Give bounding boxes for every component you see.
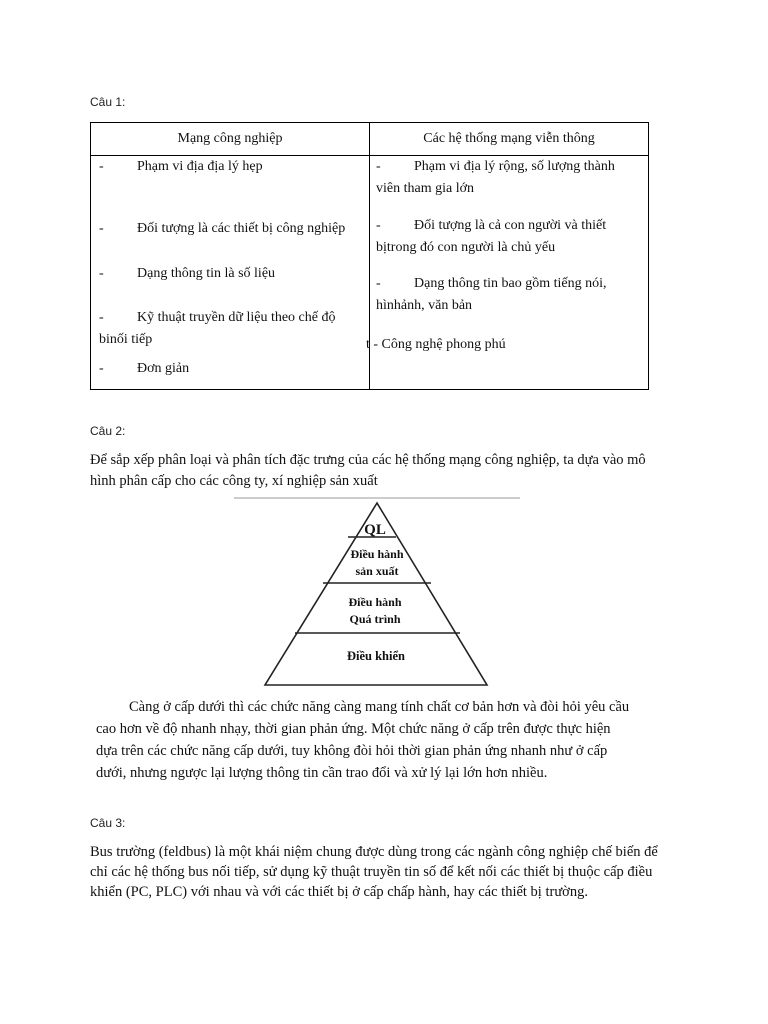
list-item-continuation: bịtrong đó con người là chủ yếu xyxy=(376,240,556,255)
list-item-continuation: binối tiếp xyxy=(99,332,153,347)
list-item: - Kỹ thuật truyền dữ liệu theo chế độ binối tiếp xyxy=(99,310,336,347)
list-item-text: Đối tượng là cả con người và thiết xyxy=(414,218,607,233)
list-item-text: Phạm vi địa địa lý hẹp xyxy=(137,159,263,174)
hierarchy-pyramid xyxy=(234,497,520,687)
list-item-continuation: hìnhảnh, văn bản xyxy=(376,298,473,313)
list-item-text: Phạm vi địa lý rộng, số lượng thành xyxy=(414,159,615,174)
list-item: - Đối tượng là các thiết bị công nghiệp xyxy=(99,221,346,236)
list-item-continuation: viên tham gia lớn xyxy=(376,181,474,196)
pyramid-level-ql: QL xyxy=(364,522,386,538)
list-item: - Đối tượng là cả con người và thiết bịtrong đó con người là chủ yếu xyxy=(376,218,607,255)
pyramid-level-control: Điều khiển xyxy=(346,649,406,663)
list-item: - Đơn giản xyxy=(99,361,190,376)
cau3-text: Bus trường (feldbus) là một khái niệm chung được dùng trong các ngành công nghiệp chế biến để chỉ các hệ thống bus nối tiếp, sử dụng kỹ thuật truyền tin số để kết nối các thiết bị thuộc cấp điều khiển (PC, PLC) với nhau và với các thiết bị ở cấp chấp hành, hay các thiết bị trường. xyxy=(90,844,658,900)
list-item-text: Đối tượng là các thiết bị công nghiệp xyxy=(137,221,346,236)
list-item xyxy=(366,334,644,356)
comparison-table xyxy=(90,122,649,390)
list-item: - Phạm vi địa lý rộng, số lượng thành viên tham gia lớn xyxy=(376,159,615,196)
list-item: - Phạm vi địa địa lý hẹp xyxy=(99,159,263,174)
cau2-intro: Để sắp xếp phân loại và phân tích đặc trưng của các hệ thống mạng công nghiệp, ta dựa vào mô hình phân cấp cho các công ty, xí nghiệp sản xuất xyxy=(90,452,646,489)
table-cell-industrial xyxy=(91,156,370,390)
list-item-prefix: t xyxy=(366,337,370,352)
cau2-heading: Câu 2: xyxy=(90,424,126,438)
table-header-industrial: Mạng công nghiệp xyxy=(91,123,370,156)
pyramid-diagram xyxy=(234,497,520,687)
pyramid-level-process-line1: Điều hành xyxy=(348,595,402,609)
list-item: - Dạng thông tin là số liệu xyxy=(99,266,276,281)
list-item-text: - Công nghệ phong phú xyxy=(373,337,506,352)
cau2-explanation: Càng ở cấp dưới thì các chức năng càng mang tính chất cơ bản hơn và đòi hỏi yêu cầu cao hơn về độ nhanh nhạy, thời gian phản ứng. Một chức năng ở cấp trên được thực hiện dựa trên các chức năng cấp dưới, tuy không đòi hỏi thời gian phản ứng nhanh như ở cấp dưới, nhưng ngược lại lượng thông tin cần trao đổi và xử lý lại lớn hơn nhiều. xyxy=(96,699,630,781)
pyramid-level-production-line1: Điều hành xyxy=(350,547,404,561)
cau1-heading: Câu 1: xyxy=(90,95,126,109)
table-cell-telecom xyxy=(366,156,649,390)
pyramid-level-process-line2: Quá trình xyxy=(349,612,401,626)
list-item-text: Kỹ thuật truyền dữ liệu theo chế độ xyxy=(137,310,336,325)
table-header-telecom: Các hệ thống mạng viễn thông xyxy=(370,123,649,156)
pyramid-level-production-line2: sản xuất xyxy=(355,564,399,578)
list-item-text: Dạng thông tin là số liệu xyxy=(137,266,276,281)
list-item-text: Dạng thông tin bao gồm tiếng nói, xyxy=(414,276,607,291)
cau3-heading: Câu 3: xyxy=(90,816,126,830)
list-item: - Dạng thông tin bao gồm tiếng nói, hìnhảnh, văn bản xyxy=(376,276,607,313)
list-item-text: Đơn giản xyxy=(137,361,190,376)
